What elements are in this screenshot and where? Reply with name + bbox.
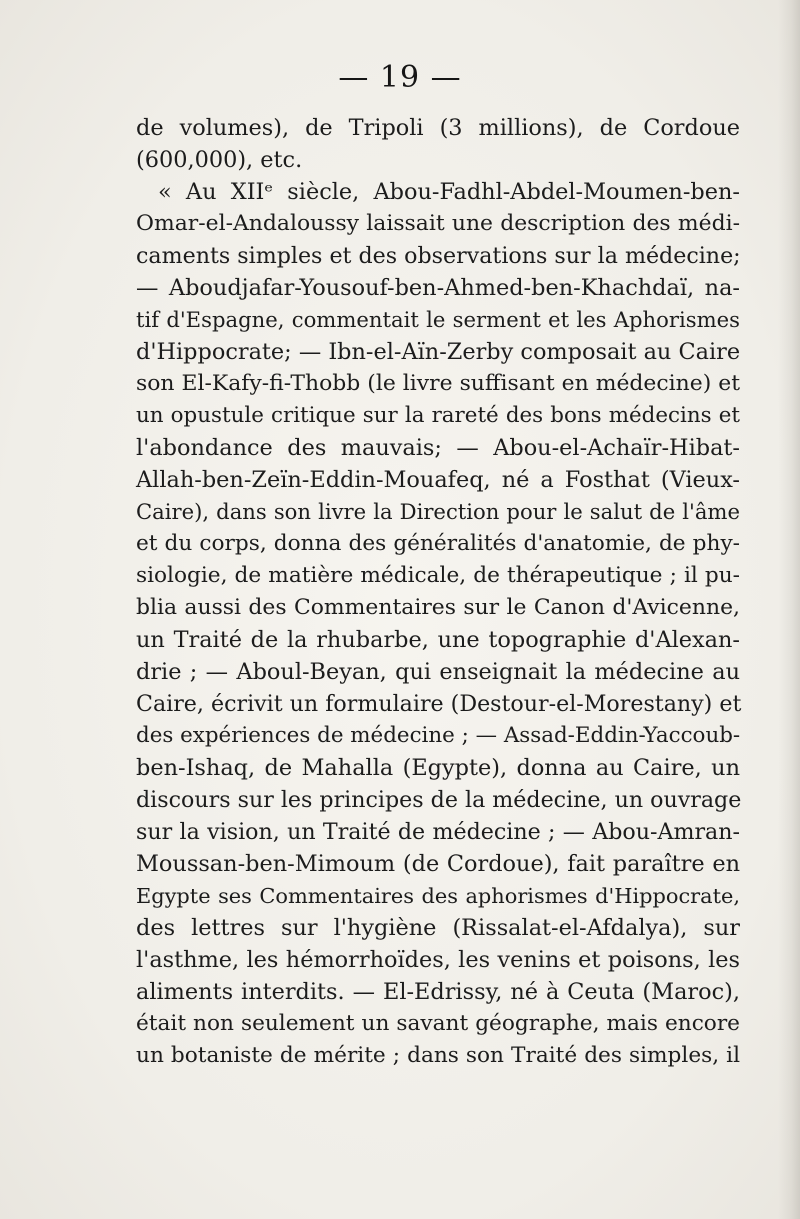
text-line-3: « Au XIIᵉ siècle, Abou-Fadhl-Abdel-Moumen-ben- — [158, 179, 740, 205]
text-line-10: un opustule critique sur la rareté des bons médecins et — [136, 403, 740, 428]
text-line-13: Caire), dans son livre la Direction pour le salut de l'âme — [136, 499, 740, 524]
text-line-1: de volumes), de Tripoli (3 millions), de Cordoue — [136, 115, 740, 141]
text-line-11: l'abondance des mauvais; — Abou-el-Achaïr-Hibat- — [136, 435, 740, 461]
text-line-2: (600,000), etc. — [136, 147, 303, 173]
text-line-18: drie ; — Aboul-Beyan, qui enseignait la médecine au — [136, 659, 740, 685]
text-line-8: d'Hippocrate; — Ibn-el-Aïn-Zerby composait au Caire — [136, 339, 741, 365]
text-line-20: des expériences de médecine ; — Assad-Eddin-Yaccoub- — [136, 723, 741, 748]
text-line-14: et du corps, donna des généralités d'anatomie, de phy- — [136, 531, 740, 556]
text-line-27: l'asthme, les hémorrhoïdes, les venins et poisons, les — [136, 947, 740, 973]
page-edge-shadow — [778, 0, 800, 1219]
text-line-26: des lettres sur l'hygiène (Rissalat-el-Afdalya), sur — [136, 915, 740, 941]
text-line-6: — Aboudjafar-Yousouf-ben-Ahmed-ben-Khachdaï, na- — [136, 275, 740, 301]
text-line-22: discours sur les principes de la médecine, un ouvrage — [136, 787, 742, 813]
text-line-24: Moussan-ben-Mimoum (de Cordoue), fait paraître en — [136, 851, 740, 877]
text-line-19: Caire, écrivit un formulaire (Destour-el-Morestany) et — [136, 691, 742, 717]
text-line-30: un botaniste de mérite ; dans son Traité des simples, il — [136, 1043, 740, 1068]
text-line-12: Allah-ben-Zeïn-Eddin-Mouafeq, né a Fosthat (Vieux- — [136, 467, 740, 493]
text-line-21: ben-Ishaq, de Mahalla (Egypte), donna au Caire, un — [136, 755, 740, 781]
text-line-28: aliments interdits. — El-Edrissy, né à Ceuta (Maroc), — [136, 979, 740, 1005]
text-line-7: tif d'Espagne, commentait le serment et les Aphorismes — [136, 307, 740, 332]
text-line-29: était non seulement un savant géographe, mais encore — [136, 1011, 740, 1036]
page-number: — 19 — — [338, 60, 462, 95]
text-line-25: Egypte ses Commentaires des aphorismes d'Hippocrate, — [136, 884, 740, 908]
text-line-4: Omar-el-Andaloussy laissait une description des médi- — [136, 211, 740, 236]
text-line-17: un Traité de la rhubarbe, une topographie d'Alexan- — [136, 627, 740, 653]
text-line-16: blia aussi des Commentaires sur le Canon d'Avicenne, — [136, 595, 740, 620]
text-line-23: sur la vision, un Traité de médecine ; — Abou-Amran- — [136, 819, 740, 845]
text-line-15: siologie, de matière médicale, de thérapeutique ; il pu- — [136, 563, 740, 588]
text-line-9: son El-Kafy-fi-Thobb (le livre suffisant en médecine) et — [136, 371, 740, 396]
text-line-5: caments simples et des observations sur la médecine; — [136, 243, 741, 269]
